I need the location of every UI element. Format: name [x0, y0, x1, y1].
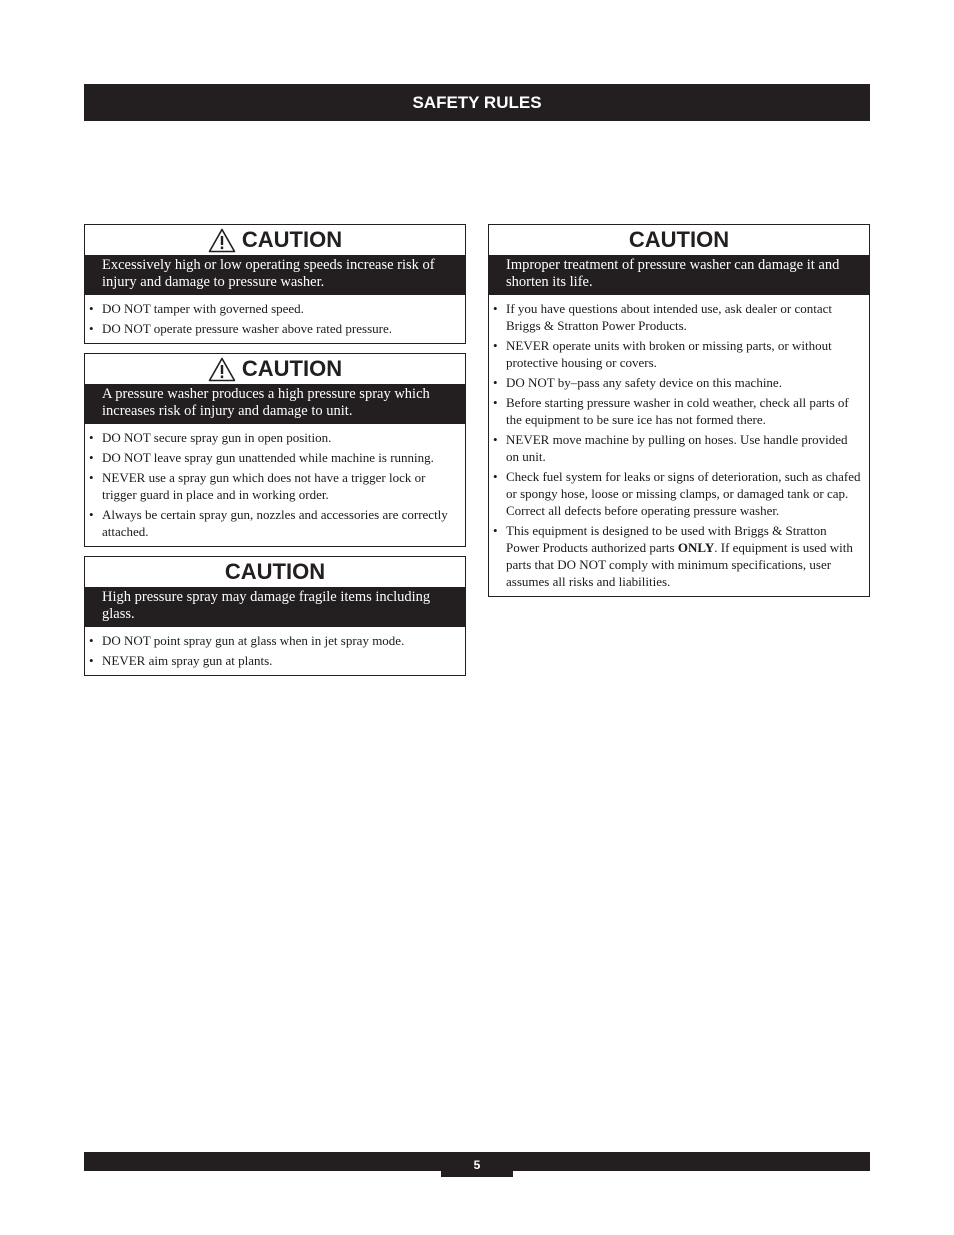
list-item: • DO NOT point spray gun at glass when in jet spray mode.: [85, 632, 459, 649]
caution-title: CAUTION: [85, 225, 465, 255]
caution-box-speed: [84, 224, 466, 344]
caution-box-spray: [84, 353, 466, 547]
safety-rule-list: [85, 627, 465, 675]
list-item: • NEVER operate units with broken or missing parts, or without protective housing or covers.: [489, 337, 863, 371]
caution-box-glass: [84, 556, 466, 676]
list-item: • NEVER move machine by pulling on hoses. Use handle provided on unit.: [489, 431, 863, 465]
list-item: • DO NOT leave spray gun unattended while machine is running.: [85, 449, 459, 466]
caution-title: CAUTION: [628, 227, 730, 252]
caution-box-treatment: [488, 224, 870, 597]
left-column: [84, 224, 466, 676]
emphasis-only: ONLY: [677, 540, 715, 555]
list-item: • Check fuel system for leaks or signs of deterioration, such as chafed or spongy hose, loose or missing clamps, or damaged tank or cap. Correct all defects before operating pressure washer.: [489, 468, 863, 519]
hazard-statement: Excessively high or low operating speeds increase risk of injury and damage to pressure washer.: [85, 255, 465, 295]
hazard-statement: High pressure spray may damage fragile items including glass.: [85, 587, 465, 627]
list-item: • DO NOT tamper with governed speed.: [85, 300, 459, 317]
page-number-tab: [441, 1152, 513, 1177]
safety-rule-list: [85, 424, 465, 546]
safety-rule-list: [85, 295, 465, 343]
list-item: • Before starting pressure washer in cold weather, check all parts of the equipment to be sure ice has not formed there.: [489, 394, 863, 428]
warning-triangle-icon: [208, 228, 236, 253]
list-item: • This equipment is designed to be used with Briggs & Stratton Power Products authorized parts ONLY. If equipment is used with parts that DO NOT comply with minimum specifications, user assumes all risks and liabilities.: [489, 522, 863, 590]
list-item: • NEVER aim spray gun at plants.: [85, 652, 459, 669]
section-header: [84, 84, 870, 121]
list-item: • Always be certain spray gun, nozzles and accessories are correctly attached.: [85, 506, 459, 540]
list-item: • DO NOT operate pressure washer above rated pressure.: [85, 320, 459, 337]
list-item: • If you have questions about intended use, ask dealer or contact Briggs & Stratton Power Products.: [489, 300, 863, 334]
caution-title: CAUTION: [224, 559, 326, 584]
warning-triangle-icon: [208, 357, 236, 382]
list-item: • DO NOT secure spray gun in open position.: [85, 429, 459, 446]
page-number: 5: [473, 1157, 481, 1172]
list-item: • NEVER use a spray gun which does not have a trigger lock or trigger guard in place and in working order.: [85, 469, 459, 503]
hazard-statement: Improper treatment of pressure washer can damage it and shorten its life.: [489, 255, 869, 295]
right-column: [488, 224, 870, 597]
section-title: SAFETY RULES: [412, 92, 542, 112]
list-item: • DO NOT by–pass any safety device on this machine.: [489, 374, 863, 391]
caution-title: CAUTION: [85, 354, 465, 384]
safety-rule-list: [489, 295, 869, 596]
hazard-statement: A pressure washer produces a high pressure spray which increases risk of injury and damage to unit.: [85, 384, 465, 424]
